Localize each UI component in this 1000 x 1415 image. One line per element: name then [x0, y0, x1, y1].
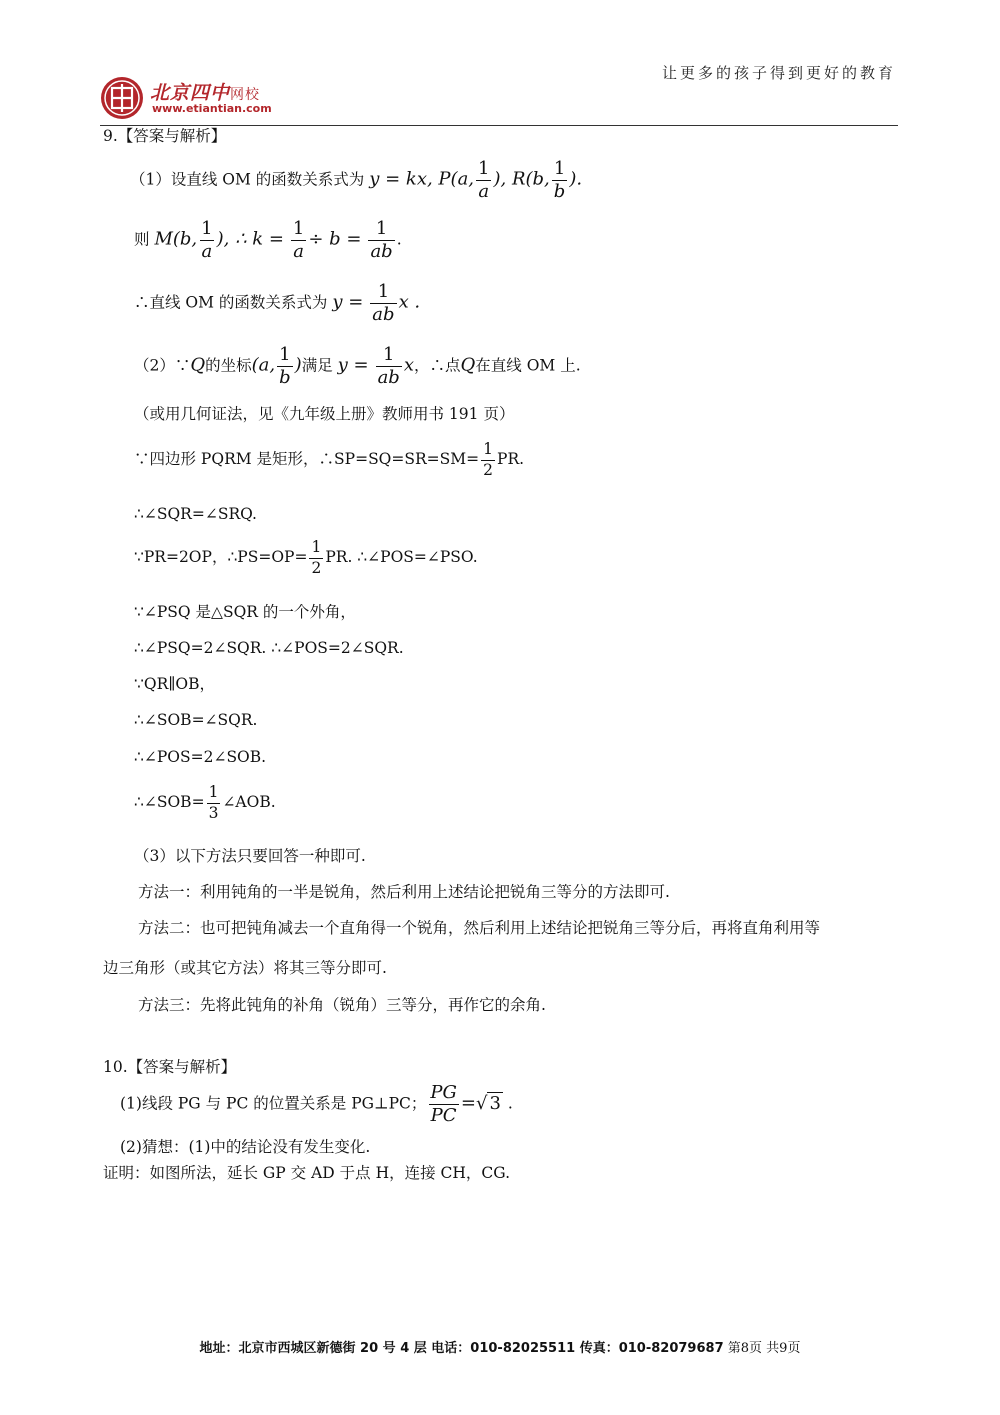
header-rule: [100, 125, 898, 126]
q10-line-2: (2)猜想：(1)中的结论没有发生变化.: [120, 1138, 371, 1156]
fraction: $\frac{1}{b}$: [553, 158, 566, 202]
q9-line-4: （2）∵Q的坐标(a, $\frac{1}{b}$ )满足 y = $\frac{1}{ab}$ x，∴点Q在直线 OM 上.: [134, 344, 581, 388]
q9-method-1: 方法一：利用钝角的一半是锐角，然后利用上述结论把锐角三等分的方法即可.: [138, 883, 670, 901]
fraction: $\frac{1}{a}$: [292, 218, 305, 262]
q10-line-3: 证明：如图所法，延长 GP 交 AD 于点 H，连接 CH，CG.: [103, 1164, 511, 1182]
footer-address: 地址：北京市西城区新德街 20 号 4 层 电话：010-82025511 传真：010-82079687: [199, 1341, 724, 1356]
fraction: $\frac{1}{2}$: [311, 538, 322, 577]
fraction: $\frac{1}{a}$: [478, 158, 490, 202]
q9-title: 9.【答案与解析】: [103, 127, 227, 145]
q9-line-9: ∵∠PSQ 是△SQR 的一个外角，: [134, 603, 356, 621]
q9-line-1: （1）设直线 OM 的函数关系式为 y = kx, P(a, $\frac{1}{a}$ ), R(b, $\frac{1}{b}$ ).: [130, 158, 583, 202]
q9-line-6: ∵四边形 PQRM 是矩形，∴SP=SQ=SR=SM= $\frac{1}{2}$ PR.: [134, 440, 525, 479]
q9-line-14: ∴∠SOB= $\frac{1}{3}$ ∠AOB.: [134, 783, 276, 822]
page-footer: [0, 1337, 1000, 1356]
q9-line-12: ∴∠SOB=∠SQR.: [134, 711, 258, 729]
q9-line-5: （或用几何证法，见《九年级上册》教师用书 191 页）: [134, 405, 515, 423]
logo-name: 北京四中网校: [150, 82, 261, 104]
fraction: $\frac{1}{ab}$: [370, 218, 393, 262]
fraction: $\frac{1}{b}$: [279, 344, 291, 388]
q9-line-15: （3）以下方法只要回答一种即可.: [134, 847, 366, 865]
slogan: 让更多的孩子得到更好的教育: [661, 64, 896, 82]
fraction: $\frac{1}{a}$: [201, 218, 213, 262]
logo-url: www.etiantian.com: [152, 102, 272, 115]
logo-sub: 网校: [230, 87, 261, 103]
fraction: $\frac{1}{2}$: [483, 440, 494, 479]
fraction: $\frac{1}{3}$: [208, 783, 219, 822]
q9-line-8: ∵PR=2OP，∴PS=OP= $\frac{1}{2}$ PR. ∴∠POS=∠PSO.: [134, 538, 478, 577]
footer-page: 第8页 共9页: [727, 1341, 801, 1356]
fraction: $\frac{1}{ab}$: [377, 344, 400, 388]
fraction: $\frac{1}{ab}$: [372, 281, 395, 325]
q10-title: 10.【答案与解析】: [103, 1058, 237, 1076]
q9-method-2-cont: 边三角形（或其它方法）将其三等分即可.: [103, 959, 387, 977]
q9-line-2: 则 M(b, $\frac{1}{a}$ ), ∴ k = $\frac{1}{a}$ ÷ b = $\frac{1}{ab}$ .: [134, 218, 402, 262]
fraction: $\frac{PG}{PC}$: [430, 1082, 457, 1126]
logo-seal-icon: [100, 76, 144, 120]
sqrt: √ 3: [475, 1092, 501, 1114]
logo: [100, 76, 300, 120]
q9-method-3: 方法三：先将此钝角的补角（锐角）三等分，再作它的余角.: [138, 996, 546, 1014]
q10-line-1: (1)线段 PG 与 PC 的位置关系是 PG⊥PC； $\frac{PG}{PC}$ =√ 3 .: [120, 1082, 513, 1126]
q9-line-3: ∴直线 OM 的函数关系式为 y = $\frac{1}{ab}$ x .: [134, 281, 421, 325]
q9-line-10: ∴∠PSQ=2∠SQR. ∴∠POS=2∠SQR.: [134, 639, 404, 657]
q9-method-2: 方法二：也可把钝角减去一个直角得一个锐角，然后利用上述结论把锐角三等分后，再将直角利用等: [138, 919, 821, 937]
q9-line-11: ∵QR∥OB，: [134, 675, 215, 693]
q9-line-7: ∴∠SQR=∠SRQ.: [134, 505, 257, 523]
page-header: [100, 58, 898, 124]
q9-line-13: ∴∠POS=2∠SOB.: [134, 748, 267, 766]
